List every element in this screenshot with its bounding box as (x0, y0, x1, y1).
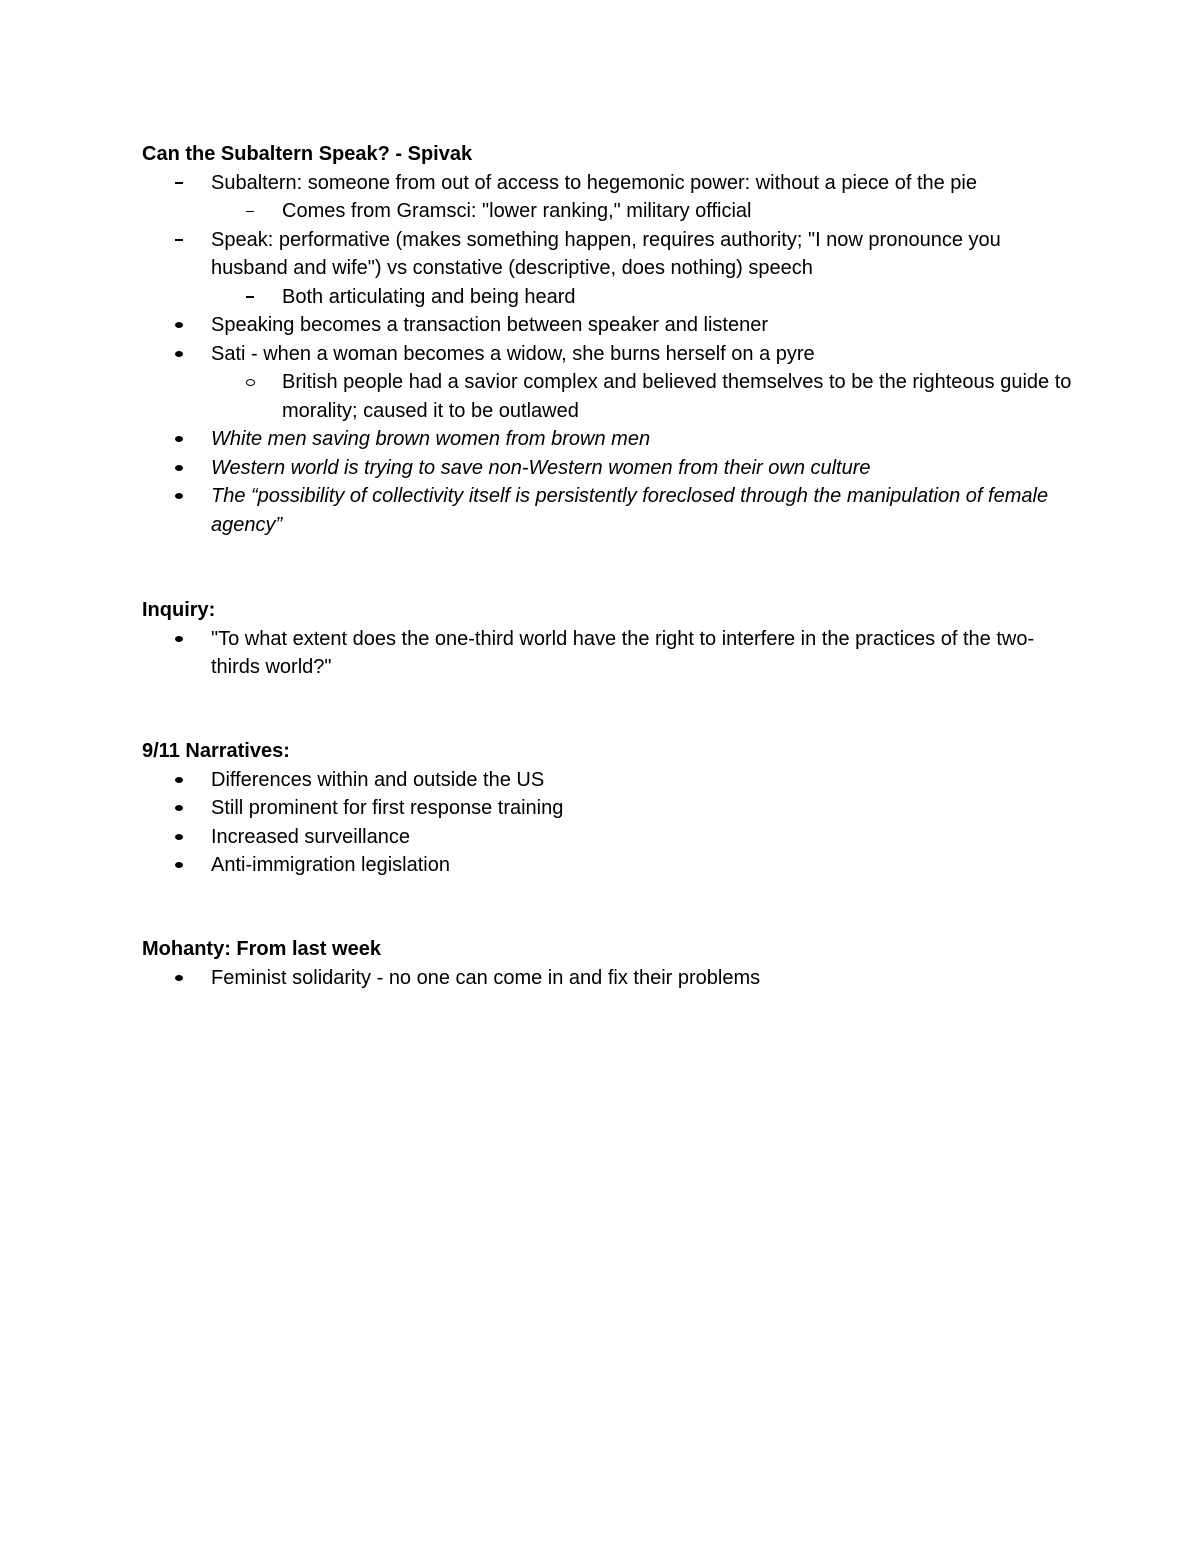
disc-bullet-icon (172, 454, 186, 483)
list-item (142, 766, 1082, 795)
list-item-text: Speak: performative (makes something happen, requires authority; "I now pronounce you husband and wife") vs constative (descriptive, does nothing) speech (211, 228, 1001, 279)
list-item (142, 794, 1082, 823)
disc-bullet-icon (172, 311, 186, 340)
list-item (142, 851, 1082, 880)
disc-bullet-icon (172, 482, 186, 511)
section-9-11-narratives (142, 737, 1082, 880)
list-item-text: Subaltern: someone from out of access to hegemonic power: without a piece of the pie (211, 171, 977, 194)
section-heading: Inquiry: (142, 599, 216, 621)
list-item-text: British people had a savior complex and believed themselves to be the righteous guide to morality; caused it to be outlawed (282, 371, 1072, 422)
list-item (142, 625, 1082, 682)
list-item-text: Sati - when a woman becomes a widow, she burns herself on a pyre (211, 342, 815, 365)
list-item-text: Increased surveillance (211, 825, 410, 848)
list-item-text: Feminist solidarity - no one can come in and fix their problems (211, 966, 761, 989)
bullet-list (142, 964, 1082, 993)
dash-bullet-icon (172, 169, 186, 198)
list-item (142, 197, 1082, 226)
list-item-text: Differences within and outside the US (211, 768, 545, 791)
section-heading: Mohanty: From last week (142, 938, 381, 960)
section-inquiry (142, 596, 1082, 682)
list-item (142, 964, 1082, 993)
dash-bullet-icon (172, 226, 186, 255)
list-item (142, 823, 1082, 852)
circle-bullet-icon (243, 368, 257, 397)
list-item-text: Western world is trying to save non-Western women from their own culture (211, 456, 871, 479)
disc-bullet-icon (172, 823, 186, 852)
list-item (142, 283, 1082, 312)
bullet-list (142, 169, 1082, 540)
disc-bullet-icon (172, 425, 186, 454)
list-item (142, 368, 1082, 425)
bullet-list (142, 625, 1082, 682)
section-heading: 9/11 Narratives: (142, 740, 290, 762)
list-item (142, 340, 1082, 369)
dash-bullet-icon (243, 197, 257, 226)
list-item-text: White men saving brown women from brown men (211, 428, 651, 450)
disc-bullet-icon (172, 340, 186, 369)
disc-bullet-icon (172, 964, 186, 993)
disc-bullet-icon (172, 625, 186, 654)
disc-bullet-icon (172, 794, 186, 823)
section-mohanty (142, 935, 1082, 992)
list-item-text: "To what extent does the one-third world have the right to interfere in the practices of the two-thirds world?" (211, 627, 1035, 678)
list-item (142, 169, 1082, 198)
list-item-text: Both articulating and being heard (282, 285, 576, 308)
list-item (142, 425, 1082, 454)
list-item-text: Still prominent for first response training (211, 797, 564, 819)
list-item (142, 482, 1082, 539)
list-item-text: Speaking becomes a transaction between speaker and listener (211, 314, 769, 336)
disc-bullet-icon (172, 766, 186, 795)
list-item (142, 311, 1082, 340)
dash-bullet-icon (243, 283, 257, 312)
section-heading: Can the Subaltern Speak? - Spivak (142, 143, 473, 165)
list-item (142, 454, 1082, 483)
list-item-text: The “possibility of collectivity itself is persistently foreclosed through the manipulation of female agency” (211, 485, 1049, 536)
disc-bullet-icon (172, 851, 186, 880)
bullet-list (142, 766, 1082, 880)
list-item-text: Anti-immigration legislation (211, 854, 450, 876)
list-item-text: Comes from Gramsci: "lower ranking," military official (282, 200, 752, 222)
section-spivak (142, 140, 1082, 539)
list-item (142, 226, 1082, 283)
